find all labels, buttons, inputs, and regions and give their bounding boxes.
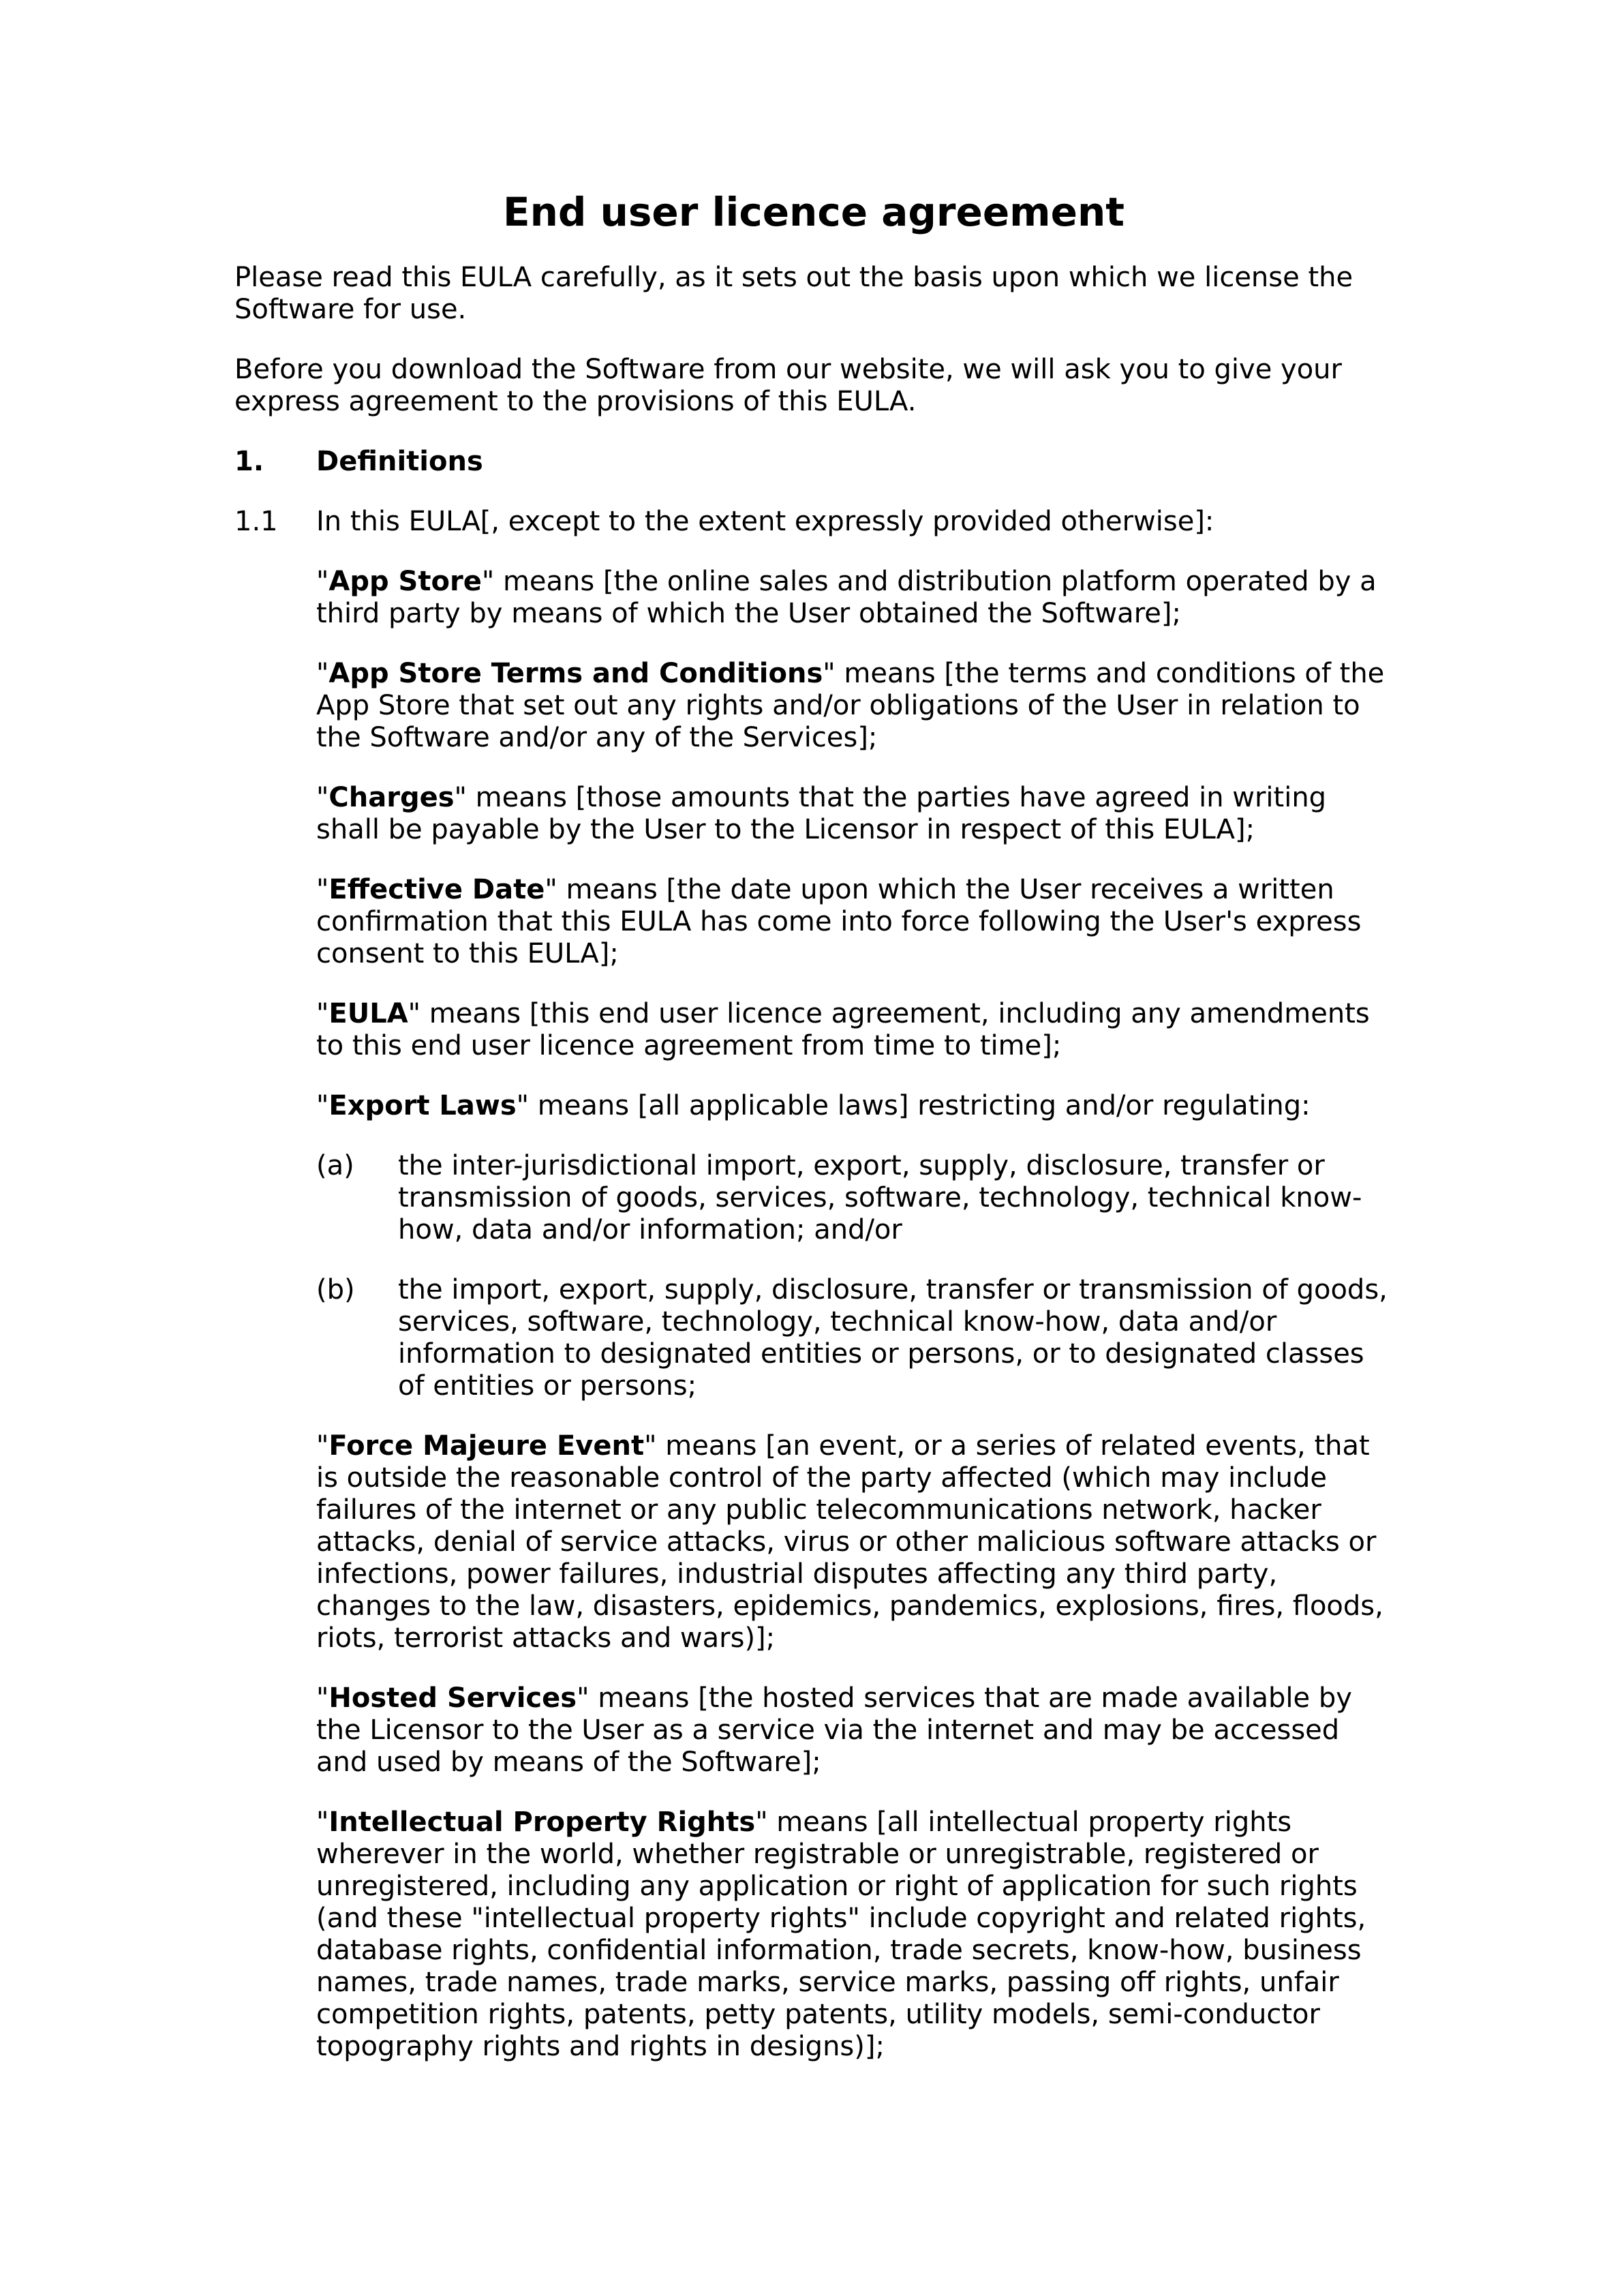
definition-text: means [this end user licence agreement, including any amendments to this end user licence agreement from time to time];: [316, 998, 1370, 1061]
definition-term: Charges: [328, 782, 455, 813]
definition-effective-date: "Effective Date" means [the date upon which the User receives a written confirmation that this EULA has come into force following the User's express consent to this EULA];: [316, 874, 1362, 969]
definition-export-laws: "Export Laws" means [all applicable laws] restricting and/or regulating:: [316, 1090, 1311, 1121]
clause-text: In this EULA[, except to the extent expressly provided otherwise]:: [316, 506, 1214, 537]
intro-paragraph-1: Please read this EULA carefully, as it sets out the basis upon which we license the Software for use.: [234, 262, 1353, 325]
definition-hosted-services: "Hosted Services" means [the hosted services that are made available by the Licensor to the User as a service via the internet and may be accessed and used by means of the Software];: [316, 1682, 1352, 1778]
clause-1-1: [234, 506, 1393, 538]
definition-text: means [the terms and conditions of the App Store that set out any rights and/or obligations of the User in relation to the Software and/or any of the Services];: [316, 658, 1385, 753]
definition-app-store: "App Store" means [the online sales and distribution platform operated by a third party by means of which the User obtained the Software];: [316, 566, 1377, 629]
definition-text: means [all applicable laws] restricting and/or regulating:: [529, 1090, 1311, 1121]
section-number: 1.: [234, 446, 264, 477]
section-heading-definitions: [234, 446, 1393, 478]
export-laws-item-b: [316, 1274, 1393, 1402]
definition-term: Force Majeure Event: [328, 1430, 645, 1462]
document-page: [234, 188, 1393, 2091]
item-text: the inter-jurisdictional import, export, supply, disclosure, transfer or transmission of goods, services, software, technology, technical know-how, data and/or information; and/or: [398, 1150, 1362, 1245]
definition-charges: "Charges" means [those amounts that the parties have agreed in writing shall be payable by the User to the Licensor in respect of this EULA];: [316, 782, 1327, 845]
definition-text: means [the online sales and distribution platform operated by a third party by means of which the User obtained the Software];: [316, 566, 1377, 629]
definition-text: means [an event, or a series of related events, that is outside the reasonable control of the party affected (which may include failures of the internet or any public telecommunications network, hacker attacks, denial of service attacks, virus or other malicious software attacks or infections, power failures, industrial disputes affecting any third party, changes to the law, disasters, epidemics, pandemics, explosions, fires, floods, riots, terrorist attacks and wars)];: [316, 1430, 1383, 1654]
definition-text: means [the hosted services that are made available by the Licensor to the User as a service via the internet and may be accessed and used by means of the Software];: [316, 1682, 1352, 1778]
item-label: (b): [316, 1274, 355, 1305]
definition-term: App Store: [328, 566, 482, 597]
definition-text: means [the date upon which the User receives a written confirmation that this EULA has come into force following the User's express consent to this EULA];: [316, 874, 1362, 969]
item-label: (a): [316, 1150, 354, 1181]
intro-paragraph-2: Before you download the Software from our website, we will ask you to give your express agreement to the provisions of this EULA.: [234, 354, 1342, 417]
definition-force-majeure-event: "Force Majeure Event" means [an event, or a series of related events, that is outside the reasonable control of the party affected (which may include failures of the internet or any public telecommunications network, hacker attacks, denial of service attacks, virus or other malicious software attacks or infections, power failures, industrial disputes affecting any third party, changes to the law, disasters, epidemics, pandemics, explosions, fires, floods, riots, terrorist attacks and wars)];: [316, 1430, 1383, 1654]
definition-text: means [all intellectual property rights wherever in the world, whether registrable or unregistrable, registered or unregistered, including any application or right of application for such rights (and these "intellectual property rights" include copyright and related rights, database rights, confidential information, trade secrets, know-how, business names, trade names, trade marks, service marks, passing off rights, unfair competition rights, patents, petty patents, utility models, semi-conductor topography rights and rights in designs)];: [316, 1807, 1366, 2062]
definition-term: Hosted Services: [328, 1682, 577, 1714]
definition-term: Effective Date: [328, 874, 545, 905]
definition-term: App Store Terms and Conditions: [328, 658, 823, 689]
definition-text: means [those amounts that the parties have agreed in writing shall be payable by the User to the Licensor in respect of this EULA];: [316, 782, 1327, 845]
definition-term: Intellectual Property Rights: [328, 1807, 756, 1838]
clause-number: 1.1: [234, 506, 278, 537]
definition-eula: "EULA" means [this end user licence agreement, including any amendments to this end user licence agreement from time to time];: [316, 998, 1370, 1061]
definition-term: Export Laws: [328, 1090, 517, 1121]
definition-app-store-terms: "App Store Terms and Conditions" means [the terms and conditions of the App Store that set out any rights and/or obligations of the User in relation to the Software and/or any of the Services];: [316, 658, 1385, 753]
item-text: the import, export, supply, disclosure, transfer or transmission of goods, services, software, technology, technical know-how, data and/or information to designated entities or persons, or to designated classes of entities or persons;: [398, 1274, 1388, 1402]
section-title: Definitions: [316, 446, 483, 477]
definition-term: EULA: [328, 998, 408, 1029]
definition-intellectual-property-rights: "Intellectual Property Rights" means [all intellectual property rights wherever in the world, whether registrable or unregistrable, registered or unregistered, including any application or right of application for such rights (and these "intellectual property rights" include copyright and related rights, database rights, confidential information, trade secrets, know-how, business names, trade names, trade marks, service marks, passing off rights, unfair competition rights, patents, petty patents, utility models, semi-conductor topography rights and rights in designs)];: [316, 1807, 1366, 2062]
document-title: End user licence agreement: [503, 189, 1124, 235]
export-laws-item-a: [316, 1150, 1393, 1246]
